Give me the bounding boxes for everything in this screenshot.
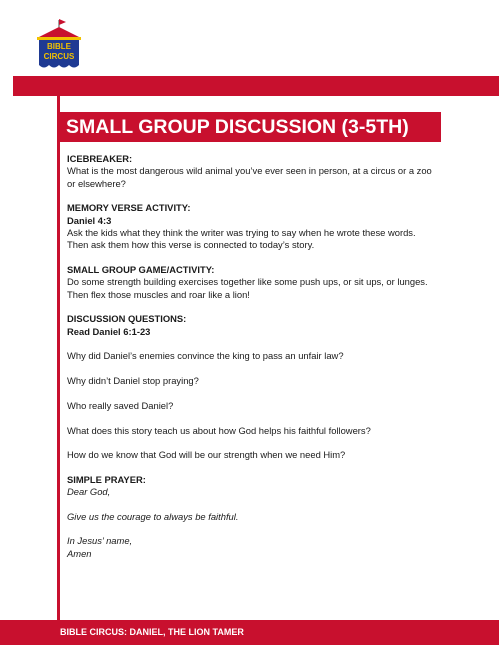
worksheet-content [67, 153, 439, 573]
game-heading: SMALL GROUP GAME/ACTIVITY: [67, 264, 215, 276]
prayer-greeting: Dear God, [67, 486, 111, 498]
prayer-closing-line2: Amen [67, 547, 92, 559]
bible-circus-logo [33, 18, 85, 74]
discussion-question: How do we know that God will be our strength when we need Him? [67, 449, 346, 461]
game-section [67, 264, 439, 301]
memory-verse-reference: Daniel 4:3 [67, 214, 112, 226]
top-red-band [13, 76, 499, 96]
icebreaker-section [67, 153, 439, 190]
discussion-question: Why didn’t Daniel stop praying? [67, 375, 199, 387]
discussion-reference: Read Daniel 6:1-23 [67, 325, 151, 337]
prayer-closing-line1: In Jesus’ name, [67, 535, 133, 547]
discussion-heading: DISCUSSION QUESTIONS: [67, 313, 187, 325]
prayer-body: Give us the courage to always be faithful. [67, 510, 239, 522]
discussion-question: What does this story teach us about how God helps his faithful followers? [67, 424, 371, 436]
page-title: SMALL GROUP DISCUSSION (3-5TH) [57, 112, 441, 142]
discussion-section [67, 313, 439, 461]
icebreaker-heading: ICEBREAKER: [67, 153, 133, 164]
discussion-question: Who really saved Daniel? [67, 399, 174, 411]
left-red-rule [57, 96, 60, 620]
memory-verse-section [67, 202, 439, 251]
logo-text-line2: CIRCUS [43, 52, 75, 61]
prayer-heading: SIMPLE PRAYER: [67, 474, 146, 485]
game-text: Do some strength building exercises together like some push ups, or sit ups, or lunges. Then flex those muscles and roar like a lion! [67, 276, 428, 300]
icebreaker-text: What is the most dangerous wild animal you’ve ever seen in person, at a circus or a zoo or elsewhere? [67, 165, 432, 189]
memory-verse-text: Ask the kids what they think the writer was trying to say when he wrote these words. Then ask them how this verse is connected to today’s story. [67, 226, 416, 251]
memory-verse-heading: MEMORY VERSE ACTIVITY: [67, 202, 191, 214]
logo-text-line1: BIBLE [47, 42, 71, 51]
discussion-question: Why did Daniel’s enemies convince the king to pass an unfair law? [67, 350, 344, 362]
prayer-section [67, 474, 439, 560]
footer-bar: BIBLE CIRCUS: DANIEL, THE LION TAMER [0, 620, 499, 645]
